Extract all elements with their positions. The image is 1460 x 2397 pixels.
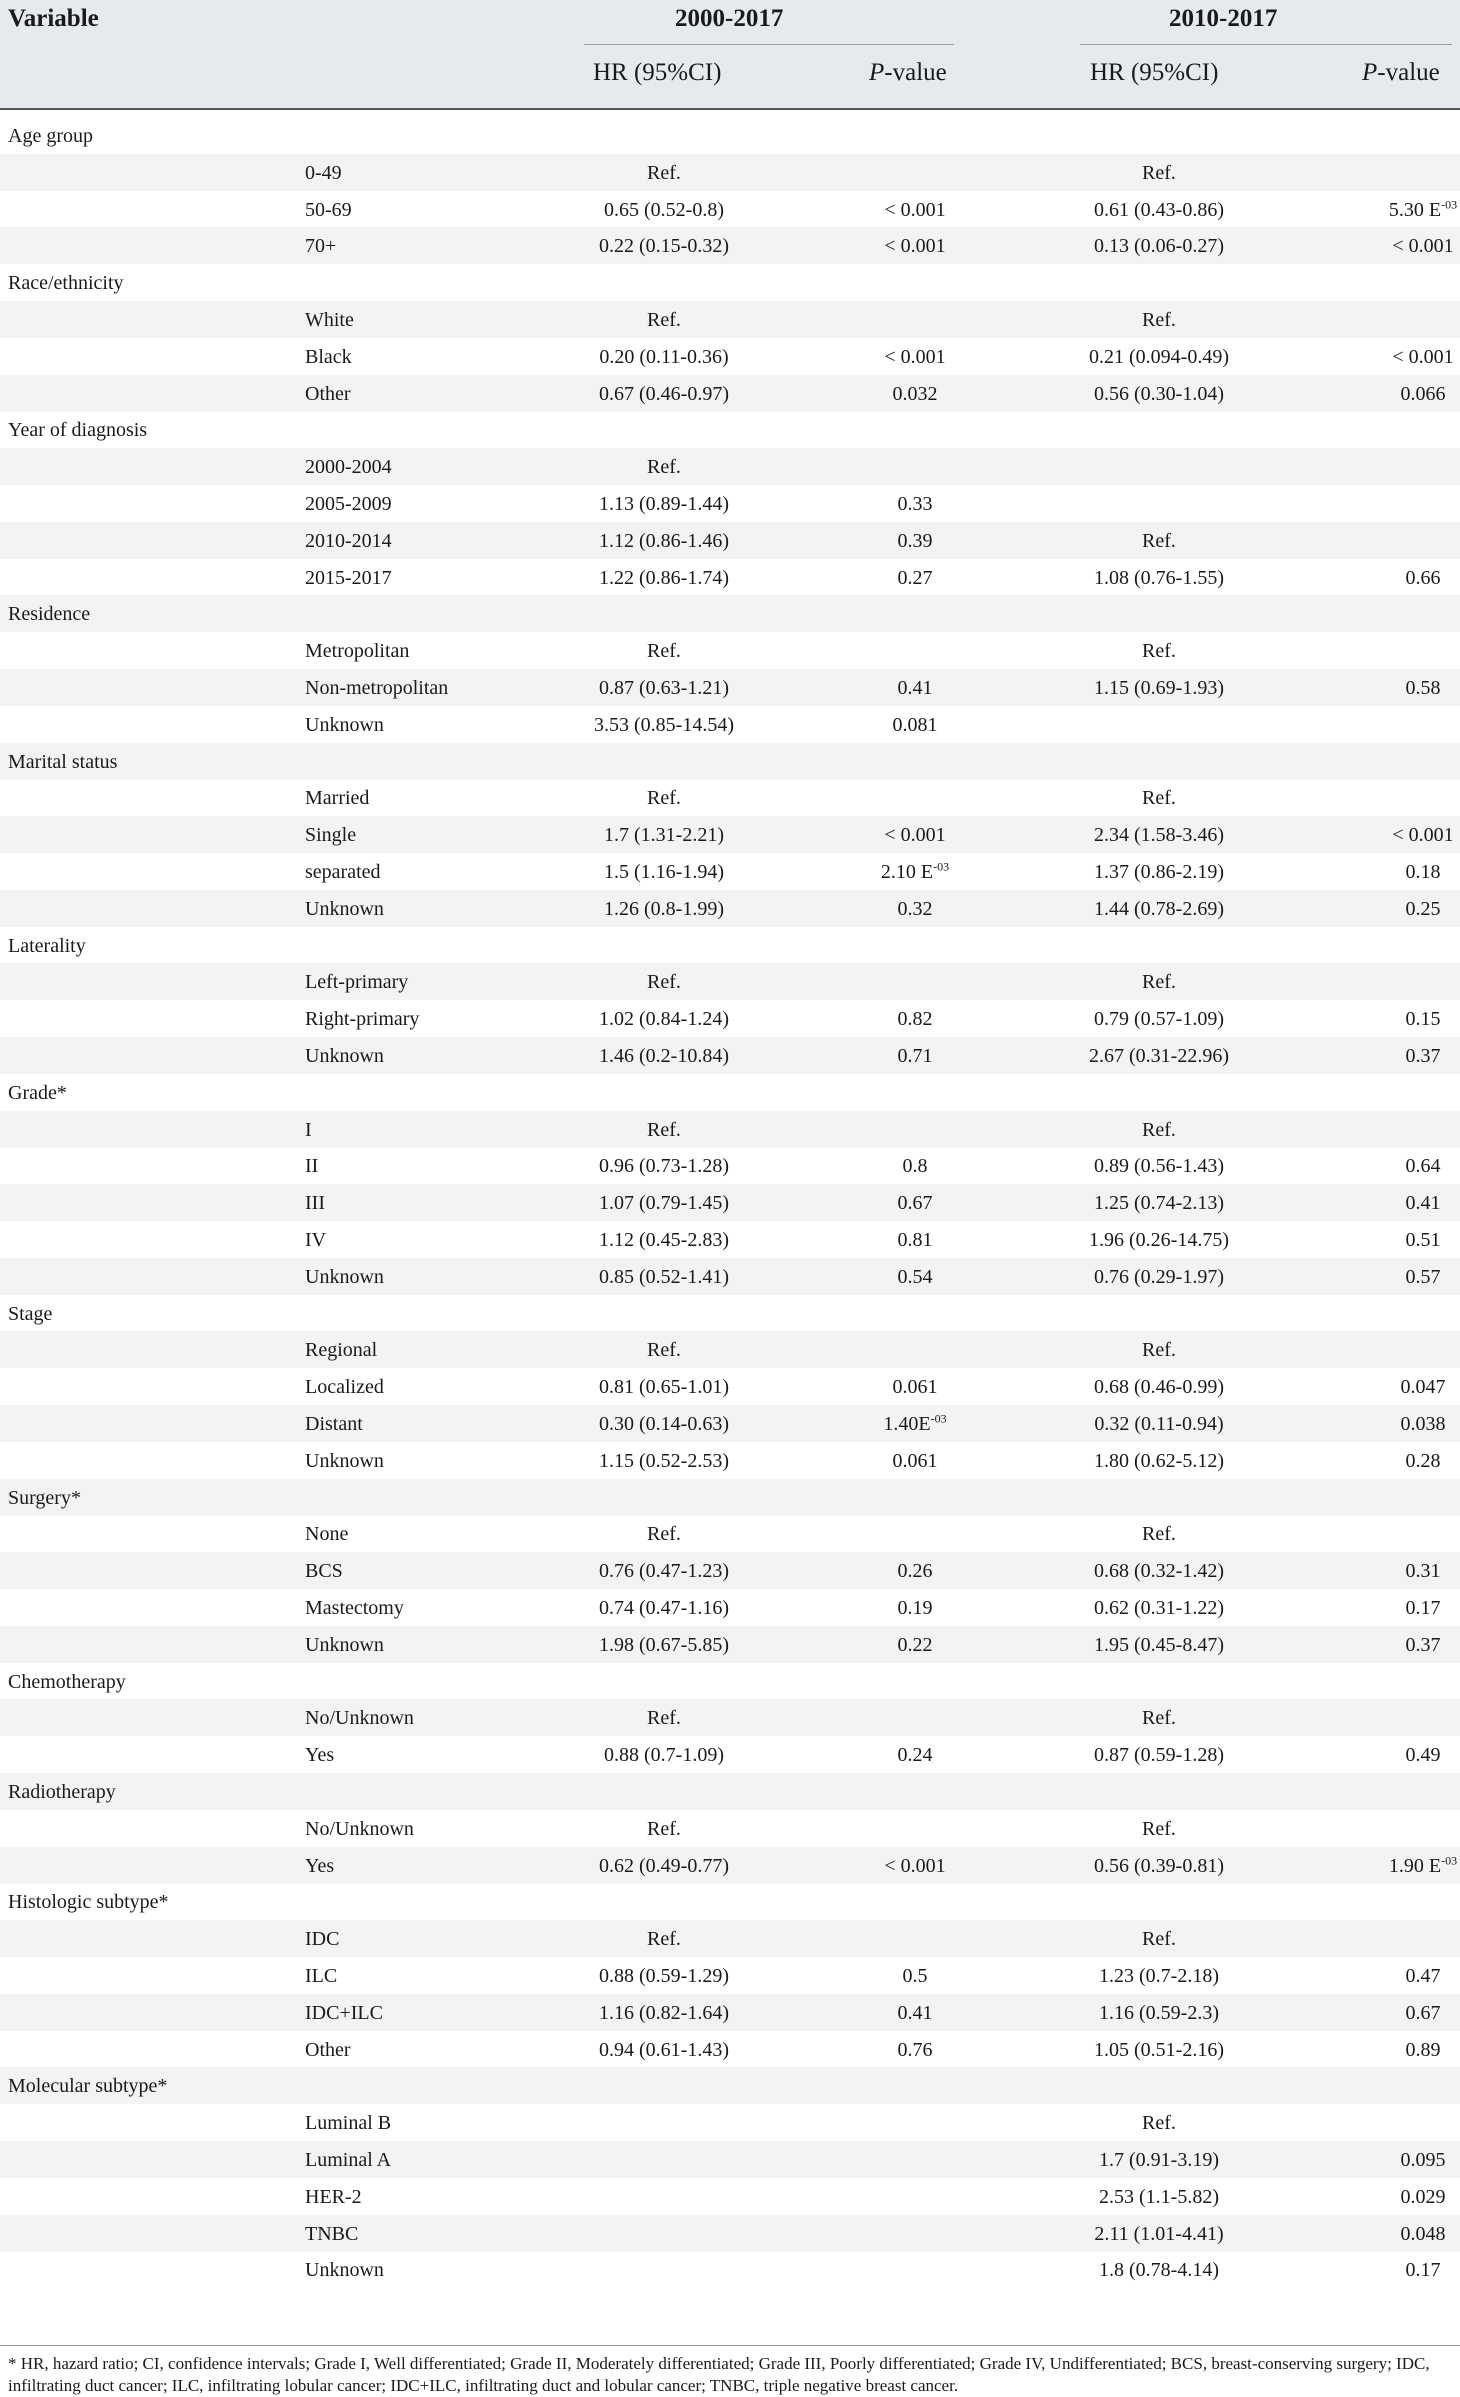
table-row	[0, 853, 1460, 890]
cell-p-2010-2017: 0.048	[1400, 2222, 1446, 2245]
cell-p-2010-2017: 0.31	[1405, 1560, 1441, 1583]
cell-p-2000-2017: 0.032	[892, 382, 938, 405]
table-row	[0, 1994, 1460, 2031]
cell-p-2010-2017: 0.37	[1405, 1633, 1441, 1656]
table-row	[0, 1883, 1460, 1920]
row-group-label: Chemotherapy	[8, 1670, 126, 1693]
cell-p-2000-2017: 0.81	[897, 1229, 933, 1251]
row-category-label: 50-69	[305, 198, 352, 221]
cell-hr-2000-2017: 1.15 (0.52-2.53)	[599, 1449, 729, 1472]
cell-p-2000-2017: 0.71	[897, 1045, 933, 1067]
cell-hr-2000-2017: 1.13 (0.89-1.44)	[599, 493, 729, 515]
table-row	[0, 743, 1460, 780]
cell-hr-2000-2017: 0.88 (0.7-1.09)	[604, 1744, 724, 1767]
cell-hr-2010-2017: 2.67 (0.31-22.96)	[1089, 1045, 1229, 1067]
row-group-label: Molecular subtype*	[8, 2075, 168, 2098]
cell-p-2010-2017: 0.58	[1405, 677, 1441, 699]
row-category-label: BCS	[305, 1560, 343, 1583]
cell-p-2000-2017: 0.41	[897, 2001, 933, 2024]
row-category-label: Yes	[305, 1744, 335, 1767]
cell-p-2010-2017: 0.066	[1400, 382, 1446, 405]
row-group-label: Race/ethnicity	[8, 272, 124, 295]
table-row	[0, 338, 1460, 375]
row-category-label: 2005-2009	[305, 493, 392, 515]
table-row	[0, 1258, 1460, 1295]
cell-hr-2010-2017: 1.44 (0.78-2.69)	[1094, 897, 1224, 920]
cell-p-2010-2017: < 0.001	[1392, 824, 1454, 847]
table-row	[0, 2031, 1460, 2068]
header-variable: Variable	[8, 5, 99, 32]
cell-p-2010-2017: 1.90 $E^{-03}$	[1388, 1852, 1458, 1877]
row-category-label: Non-metropolitan	[305, 677, 449, 699]
table-row	[0, 890, 1460, 927]
cell-hr-2000-2017: 1.46 (0.2-10.84)	[599, 1045, 729, 1067]
cell-hr-2010-2017: 1.08 (0.76-1.55)	[1094, 566, 1224, 589]
row-group-label: Year of diagnosis	[8, 419, 148, 442]
cell-hr-2000-2017: 0.67 (0.46-0.97)	[599, 382, 729, 405]
cell-p-2010-2017: 0.47	[1405, 1965, 1441, 1987]
cell-hr-2000-2017: 0.94 (0.61-1.43)	[599, 2038, 729, 2061]
cell-p-2000-2017: 0.19	[897, 1597, 933, 1619]
cell-p-2010-2017: 0.18	[1405, 861, 1441, 883]
cell-p-2000-2017: 0.22	[897, 1633, 933, 1656]
table-row	[0, 632, 1460, 669]
table-row	[0, 1736, 1460, 1773]
row-group-label: Radiotherapy	[8, 1781, 116, 1803]
cell-p-2000-2017: 0.5	[902, 1965, 928, 1987]
cell-hr-2010-2017: 2.53 (1.1-5.82)	[1099, 2185, 1219, 2208]
cell-hr-2000-2017: Ref.	[647, 1339, 681, 1362]
cell-hr-2010-2017: 0.76 (0.29-1.97)	[1094, 1265, 1224, 1288]
cell-p-2010-2017: 0.41	[1405, 1192, 1441, 1215]
cell-hr-2000-2017: 1.7 (1.31-2.21)	[604, 824, 724, 847]
cell-hr-2010-2017: 0.56 (0.30-1.04)	[1094, 382, 1224, 405]
row-category-label: Single	[305, 824, 357, 847]
cell-p-2010-2017: 0.17	[1405, 2259, 1441, 2282]
cell-hr-2010-2017: 1.8 (0.78-4.14)	[1099, 2259, 1219, 2282]
cell-hr-2010-2017: Ref.	[1142, 1523, 1176, 1546]
table-row	[0, 1663, 1460, 1700]
cell-p-2000-2017: 0.24	[897, 1744, 933, 1767]
row-category-label: Localized	[305, 1376, 384, 1399]
cell-p-2010-2017: 0.66	[1405, 566, 1441, 589]
row-category-label: 2000-2004	[305, 456, 392, 479]
table-row	[0, 522, 1460, 559]
cell-p-2010-2017: 0.57	[1405, 1265, 1441, 1288]
cell-p-2000-2017: < 0.001	[884, 235, 946, 258]
cell-hr-2000-2017: 0.76 (0.47-1.23)	[599, 1560, 729, 1583]
table-row	[0, 301, 1460, 338]
row-category-label: II	[305, 1155, 319, 1178]
row-category-label: ILC	[305, 1965, 338, 1987]
cell-p-2000-2017: 0.061	[892, 1376, 938, 1399]
table-row	[0, 779, 1460, 816]
cell-hr-2010-2017: Ref.	[1142, 1817, 1176, 1840]
cell-hr-2010-2017: 1.96 (0.26-14.75)	[1089, 1229, 1229, 1251]
cell-hr-2010-2017: 1.95 (0.45-8.47)	[1094, 1633, 1224, 1656]
cell-hr-2010-2017: 1.37 (0.86-2.19)	[1094, 861, 1224, 883]
cell-hr-2010-2017: 1.23 (0.7-2.18)	[1099, 1965, 1219, 1987]
table-row	[0, 191, 1460, 228]
cell-p-2010-2017: 0.047	[1400, 1376, 1446, 1399]
cell-p-2000-2017: 0.39	[897, 529, 933, 552]
cell-p-2000-2017: 0.76	[897, 2038, 933, 2061]
cell-hr-2000-2017: 3.53 (0.85-14.54)	[594, 713, 734, 736]
cell-hr-2000-2017: 1.12 (0.45-2.83)	[599, 1229, 729, 1251]
table-bottom-rule	[0, 2345, 1460, 2346]
cell-hr-2000-2017: 1.98 (0.67-5.85)	[599, 1633, 729, 1656]
table-row	[0, 595, 1460, 632]
row-group-label: Stage	[8, 1302, 53, 1325]
cell-hr-2000-2017: 1.5 (1.16-1.94)	[604, 861, 724, 883]
cell-p-2000-2017: 0.061	[892, 1449, 938, 1472]
table-row	[0, 1368, 1460, 1405]
footnote: * HR, hazard ratio; CI, confidence intervals; Grade I, Well differentiated; Grade II, Moderately differentiated; Grade III, Poorly differentiated; Grade IV, Undifferentiated; BCS, breast-conserving surgery; IDC, infiltrating duct cancer; ILC, infiltrating lobular cancer; IDC+ILC, infiltrating duct and lobular cancer; TNBC, triple negative breast cancer.	[8, 2354, 1430, 2395]
cell-p-2000-2017: 0.27	[897, 566, 933, 589]
cell-p-2010-2017: 0.038	[1400, 1413, 1446, 1435]
row-category-label: Distant	[305, 1413, 363, 1435]
cell-hr-2000-2017: 1.07 (0.79-1.45)	[599, 1192, 729, 1215]
cell-hr-2000-2017: 0.74 (0.47-1.16)	[599, 1597, 729, 1619]
row-group-label: Residence	[8, 603, 91, 626]
table-row	[0, 1479, 1460, 1516]
header-hr-2010-2017: HR (95%CI)	[1090, 59, 1219, 86]
cell-hr-2010-2017: 0.79 (0.57-1.09)	[1094, 1008, 1224, 1031]
row-category-label: Yes	[305, 1854, 335, 1877]
table-row	[0, 1957, 1460, 1994]
table-row	[0, 1295, 1460, 1332]
cell-hr-2010-2017: 1.15 (0.69-1.93)	[1094, 677, 1224, 699]
cell-hr-2000-2017: Ref.	[647, 309, 681, 331]
table-row	[0, 1074, 1460, 1111]
row-category-label: Unknown	[305, 1045, 384, 1067]
cell-hr-2010-2017: Ref.	[1142, 640, 1176, 663]
cell-p-2010-2017: 0.029	[1400, 2185, 1446, 2208]
table-row	[0, 117, 1460, 154]
row-group-label: Age group	[8, 125, 93, 147]
row-category-label: Unknown	[305, 897, 384, 920]
row-category-label: IDC+ILC	[305, 2001, 383, 2024]
row-group-label: Surgery*	[8, 1486, 81, 1509]
cell-p-2010-2017: 5.30 $E^{-03}$	[1388, 196, 1458, 221]
row-category-label: 2010-2014	[305, 529, 392, 552]
cell-p-2010-2017: 0.51	[1405, 1229, 1441, 1251]
cell-hr-2010-2017: Ref.	[1142, 2112, 1176, 2135]
cell-p-2000-2017: 0.8	[902, 1155, 928, 1178]
cell-p-2000-2017: 0.081	[892, 713, 938, 736]
row-category-label: Black	[305, 345, 352, 368]
cell-p-2010-2017: < 0.001	[1392, 345, 1454, 368]
row-category-label: Unknown	[305, 713, 384, 736]
cell-hr-2000-2017: Ref.	[647, 787, 681, 810]
cell-hr-2000-2017: Ref.	[647, 1118, 681, 1141]
row-category-label: Married	[305, 787, 370, 810]
row-category-label: Unknown	[305, 1633, 384, 1656]
cell-hr-2010-2017: 2.11 (1.01-4.41)	[1094, 2222, 1224, 2245]
cell-p-2010-2017: 0.64	[1405, 1155, 1441, 1178]
cell-hr-2010-2017: Ref.	[1142, 161, 1176, 184]
row-category-label: 70+	[305, 235, 337, 258]
table-row	[0, 1920, 1460, 1957]
cell-hr-2010-2017: 2.34 (1.58-3.46)	[1094, 824, 1224, 847]
cell-hr-2010-2017: 0.21 (0.094-0.49)	[1089, 345, 1229, 368]
cell-hr-2010-2017: 0.87 (0.59-1.28)	[1094, 1744, 1224, 1767]
row-category-label: Right-primary	[305, 1008, 420, 1031]
cell-hr-2010-2017: 0.89 (0.56-1.43)	[1094, 1155, 1224, 1178]
table-row	[0, 1515, 1460, 1552]
cell-hr-2000-2017: Ref.	[647, 640, 681, 663]
cell-hr-2000-2017: 0.30 (0.14-0.63)	[599, 1413, 729, 1435]
cell-hr-2000-2017: 1.16 (0.82-1.64)	[599, 2001, 729, 2024]
table-row	[0, 2215, 1460, 2252]
cell-hr-2000-2017: 0.88 (0.59-1.29)	[599, 1965, 729, 1987]
cell-hr-2000-2017: 0.87 (0.63-1.21)	[599, 677, 729, 699]
row-category-label: Unknown	[305, 1449, 384, 1472]
row-category-label: No/Unknown	[305, 1707, 414, 1730]
table-row	[0, 1810, 1460, 1847]
row-category-label: separated	[305, 861, 381, 883]
table-row	[0, 2067, 1460, 2104]
cell-p-2010-2017: 0.17	[1405, 1597, 1441, 1619]
table-row	[0, 2178, 1460, 2215]
cell-p-2010-2017: 0.28	[1405, 1449, 1441, 1472]
row-category-label: TNBC	[305, 2222, 359, 2245]
row-category-label: Left-primary	[305, 971, 409, 994]
cell-hr-2000-2017: 0.22 (0.15-0.32)	[599, 235, 729, 258]
table-row	[0, 2104, 1460, 2141]
cell-hr-2000-2017: 1.26 (0.8-1.99)	[604, 897, 724, 920]
cell-hr-2010-2017: 0.62 (0.31-1.22)	[1094, 1597, 1224, 1619]
cell-hr-2000-2017: Ref.	[647, 971, 681, 994]
row-category-label: White	[305, 309, 354, 331]
row-category-label: Regional	[305, 1339, 378, 1362]
row-category-label: None	[305, 1523, 349, 1546]
row-category-label: Metropolitan	[305, 640, 410, 663]
table-row	[0, 927, 1460, 964]
cell-hr-2000-2017: Ref.	[647, 1523, 681, 1546]
row-category-label: 2015-2017	[305, 566, 392, 589]
row-group-label: Laterality	[8, 934, 86, 957]
cell-p-2000-2017: 0.67	[897, 1192, 933, 1215]
row-category-label: Unknown	[305, 1265, 384, 1288]
row-category-label: Luminal B	[305, 2112, 392, 2135]
cell-hr-2010-2017: Ref.	[1142, 529, 1176, 552]
table-row	[0, 1331, 1460, 1368]
cell-p-2000-2017: 0.82	[897, 1008, 933, 1031]
row-category-label: Other	[305, 382, 351, 405]
cell-p-2000-2017: $1.40E^{-03}$	[883, 1411, 947, 1435]
table-row	[0, 1111, 1460, 1148]
header-rule-2000-2017	[584, 44, 954, 45]
header-period-2000-2017: 2000-2017	[675, 5, 784, 32]
table-row	[0, 154, 1460, 191]
table-row	[0, 1221, 1460, 1258]
table-row	[0, 2141, 1460, 2178]
row-category-label: Other	[305, 2038, 351, 2061]
table-row	[0, 1037, 1460, 1074]
table-row	[0, 816, 1460, 853]
table-row	[0, 1405, 1460, 1442]
cell-p-2000-2017: 0.33	[897, 493, 933, 515]
table-row	[0, 375, 1460, 412]
cell-p-2000-2017: 0.32	[897, 897, 933, 920]
cell-hr-2010-2017: 1.05 (0.51-2.16)	[1094, 2038, 1224, 2061]
cell-hr-2010-2017: Ref.	[1142, 309, 1176, 331]
cell-hr-2010-2017: 1.25 (0.74-2.13)	[1094, 1192, 1224, 1215]
table-row	[0, 1626, 1460, 1663]
cell-hr-2010-2017: Ref.	[1142, 1339, 1176, 1362]
cell-hr-2010-2017: Ref.	[1142, 1707, 1176, 1730]
header-p-2010-2017: P-value	[1362, 59, 1440, 86]
table-row	[0, 669, 1460, 706]
cell-p-2000-2017: 0.54	[897, 1265, 933, 1288]
cell-hr-2000-2017: 0.81 (0.65-1.01)	[599, 1376, 729, 1399]
row-category-label: Luminal A	[305, 2149, 392, 2171]
table-row	[0, 2251, 1460, 2288]
cell-hr-2010-2017: Ref.	[1142, 787, 1176, 810]
cell-hr-2000-2017: 1.22 (0.86-1.74)	[599, 566, 729, 589]
cell-p-2010-2017: < 0.001	[1392, 235, 1454, 258]
cell-p-2000-2017: < 0.001	[884, 824, 946, 847]
cell-hr-2000-2017: Ref.	[647, 456, 681, 479]
row-category-label: III	[305, 1192, 325, 1215]
cell-hr-2000-2017: 1.02 (0.84-1.24)	[599, 1008, 729, 1031]
cell-hr-2010-2017: 0.68 (0.46-0.99)	[1094, 1376, 1224, 1399]
header-bottom-rule	[0, 108, 1460, 110]
row-group-label: Grade*	[8, 1081, 67, 1104]
cell-p-2010-2017: 0.49	[1405, 1744, 1441, 1767]
cell-hr-2000-2017: Ref.	[647, 1928, 681, 1951]
cell-hr-2010-2017: 0.32 (0.11-0.94)	[1094, 1413, 1224, 1435]
cell-hr-2010-2017: Ref.	[1142, 1928, 1176, 1951]
row-category-label: HER-2	[305, 2185, 362, 2208]
cell-p-2010-2017: 0.67	[1405, 2001, 1441, 2024]
cell-hr-2000-2017: 0.20 (0.11-0.36)	[599, 345, 729, 368]
cell-p-2000-2017: 0.41	[897, 677, 933, 699]
cell-p-2010-2017: 0.25	[1405, 897, 1441, 920]
cell-hr-2000-2017: Ref.	[647, 161, 681, 184]
table-row	[0, 1552, 1460, 1589]
row-category-label: IDC	[305, 1928, 340, 1951]
row-category-label: 0-49	[305, 161, 342, 184]
table-row	[0, 411, 1460, 448]
table-row	[0, 1184, 1460, 1221]
table-row	[0, 1773, 1460, 1810]
table-row	[0, 559, 1460, 596]
cell-hr-2010-2017: 0.56 (0.39-0.81)	[1094, 1854, 1224, 1877]
header-rule-2010-2017	[1080, 44, 1452, 45]
cell-hr-2000-2017: Ref.	[647, 1817, 681, 1840]
table-row	[0, 227, 1460, 264]
table-row	[0, 963, 1460, 1000]
table-row	[0, 1000, 1460, 1037]
cell-p-2000-2017: < 0.001	[884, 345, 946, 368]
row-group-label: Marital status	[8, 750, 118, 773]
cell-p-2000-2017: 0.26	[897, 1560, 933, 1583]
row-category-label: No/Unknown	[305, 1817, 414, 1840]
table-row	[0, 1147, 1460, 1184]
cell-hr-2010-2017: Ref.	[1142, 971, 1176, 994]
cell-hr-2010-2017: 0.13 (0.06-0.27)	[1094, 235, 1224, 258]
cell-p-2010-2017: 0.37	[1405, 1045, 1441, 1067]
table-row	[0, 1699, 1460, 1736]
table-row	[0, 485, 1460, 522]
cell-hr-2010-2017: 1.80 (0.62-5.12)	[1094, 1449, 1224, 1472]
cell-hr-2010-2017: 1.16 (0.59-2.3)	[1099, 2001, 1219, 2024]
cell-hr-2000-2017: 0.96 (0.73-1.28)	[599, 1155, 729, 1178]
cell-p-2000-2017: < 0.001	[884, 198, 946, 221]
header-period-2010-2017: 2010-2017	[1169, 5, 1278, 32]
cell-hr-2000-2017: 0.62 (0.49-0.77)	[599, 1854, 729, 1877]
row-category-label: Unknown	[305, 2259, 384, 2282]
header-p-2000-2017: P-value	[869, 59, 947, 86]
cell-hr-2000-2017: 1.12 (0.86-1.46)	[599, 529, 729, 552]
cell-p-2010-2017: 0.89	[1405, 2038, 1441, 2061]
cell-p-2010-2017: 0.15	[1405, 1008, 1441, 1031]
table-row	[0, 1589, 1460, 1626]
table-row	[0, 264, 1460, 301]
row-category-label: Mastectomy	[305, 1597, 404, 1619]
cell-hr-2000-2017: Ref.	[647, 1707, 681, 1730]
cell-p-2000-2017: 2.10 $E^{-03}$	[880, 859, 950, 883]
cell-hr-2010-2017: 1.7 (0.91-3.19)	[1099, 2149, 1219, 2171]
cell-hr-2010-2017: 0.61 (0.43-0.86)	[1094, 198, 1224, 221]
cell-hr-2000-2017: 0.85 (0.52-1.41)	[599, 1265, 729, 1288]
cell-hr-2000-2017: 0.65 (0.52-0.8)	[604, 198, 724, 221]
table-row	[0, 1847, 1460, 1884]
header-hr-2000-2017: HR (95%CI)	[593, 59, 722, 86]
row-category-label: IV	[305, 1229, 327, 1251]
cell-p-2010-2017: 0.095	[1400, 2149, 1446, 2171]
row-group-label: Histologic subtype*	[8, 1891, 169, 1914]
cell-hr-2010-2017: Ref.	[1142, 1118, 1176, 1141]
table-row	[0, 1442, 1460, 1479]
cell-p-2000-2017: < 0.001	[884, 1854, 946, 1877]
cell-hr-2010-2017: 0.68 (0.32-1.42)	[1094, 1560, 1224, 1583]
table-row	[0, 448, 1460, 485]
row-category-label: I	[305, 1118, 312, 1141]
